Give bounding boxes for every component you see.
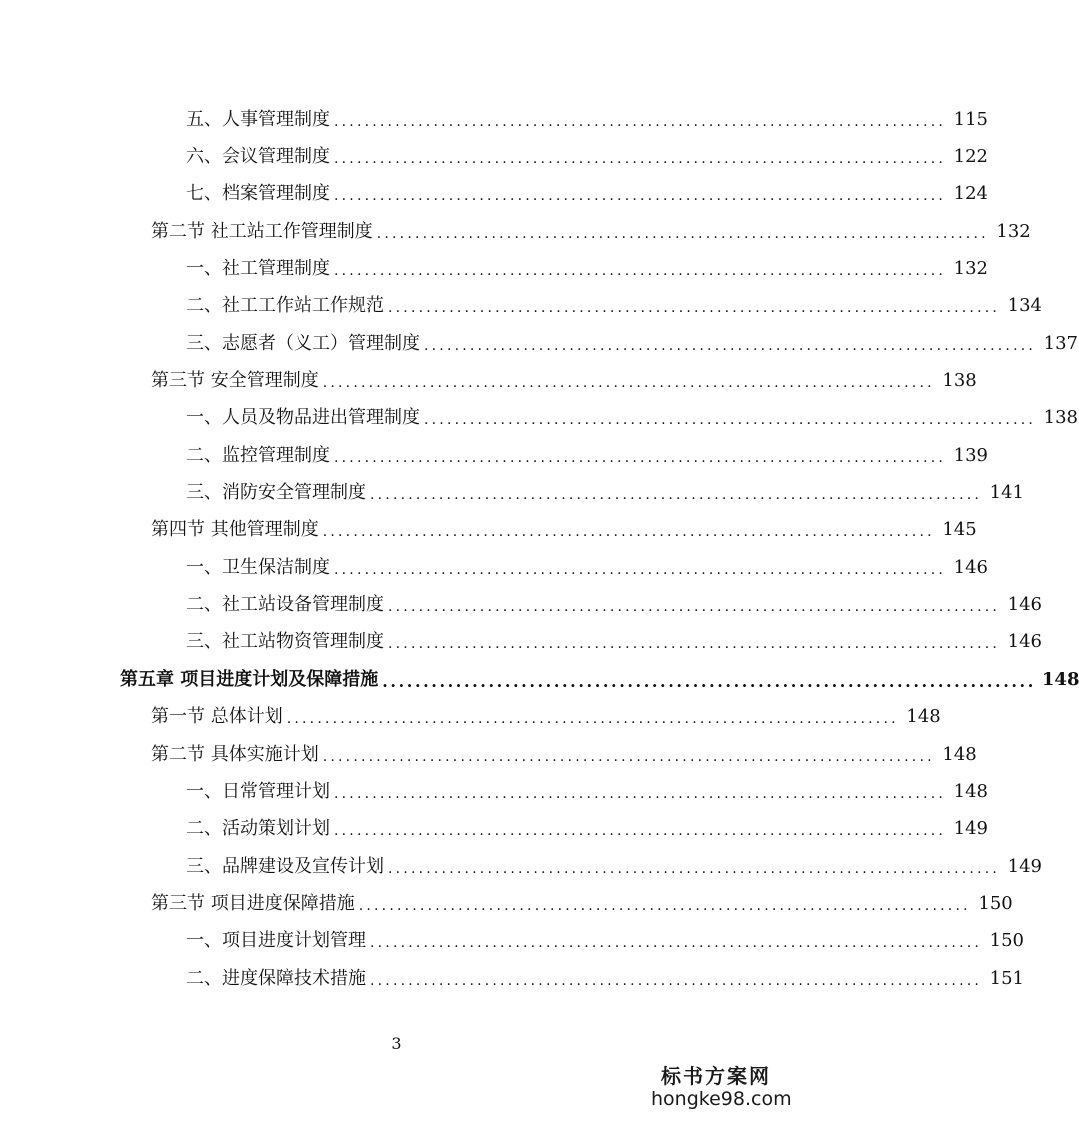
toc-dot-leader: ................................................................................ (376, 225, 989, 242)
toc-entry-page: 148 (1041, 668, 1079, 690)
toc-entry-title: 二、社工站设备管理制度 (186, 594, 384, 616)
toc-entry-title: 六、会议管理制度 (186, 146, 330, 168)
toc-dot-leader: ................................................................................ (286, 711, 899, 728)
toc-dot-leader: ................................................................................ (388, 599, 1001, 616)
toc-dot-leader: ................................................................................ (334, 188, 947, 205)
toc-entry-page: 148 (953, 780, 989, 802)
page-number: 3 (391, 1034, 402, 1053)
toc-entry[interactable] (0, 325, 1079, 362)
toc-entry-page: 146 (1007, 594, 1043, 616)
toc-entry-page: 138 (1043, 407, 1079, 429)
toc-entry[interactable] (0, 960, 1025, 997)
toc-entry[interactable] (0, 773, 989, 810)
toc-entry-page: 139 (953, 444, 989, 466)
toc-dot-leader: ................................................................................ (334, 113, 947, 130)
toc-entry-title: 二、活动策划计划 (186, 818, 330, 840)
toc-entry-title: 第一节 总体计划 (151, 706, 283, 728)
toc-entry[interactable] (0, 213, 1031, 250)
toc-entry-title: 第三节 安全管理制度 (151, 370, 319, 392)
toc-entry-title: 第二节 社工站工作管理制度 (151, 220, 373, 242)
watermark-site-name: 标书方案网 (661, 1064, 771, 1088)
toc-entry[interactable] (0, 474, 1025, 511)
toc-dot-leader: ................................................................................ (424, 412, 1037, 429)
toc-entry-page: 146 (1007, 631, 1043, 653)
toc-entry[interactable] (0, 549, 989, 586)
toc-entry-page: 141 (989, 482, 1025, 504)
toc-dot-leader: ................................................................................ (382, 671, 1036, 691)
toc-dot-leader: ................................................................................ (334, 561, 947, 578)
toc-dot-leader: ................................................................................ (334, 785, 947, 802)
toc-dot-leader: ................................................................................ (334, 449, 947, 466)
toc-entry-page: 124 (953, 183, 989, 205)
toc-entry-title: 第四节 其他管理制度 (151, 519, 319, 541)
toc-entry[interactable] (0, 400, 1079, 437)
toc-dot-leader: ................................................................................ (334, 151, 947, 168)
toc-entry-title: 五、人事管理制度 (186, 108, 330, 130)
table-of-contents (0, 101, 1079, 997)
toc-entry-title: 三、消防安全管理制度 (186, 482, 366, 504)
toc-dot-leader: ................................................................................ (370, 935, 983, 952)
toc-entry[interactable] (0, 176, 989, 213)
toc-entry-title: 三、品牌建设及宣传计划 (186, 855, 384, 877)
toc-entry-page: 150 (978, 892, 1013, 914)
toc-entry[interactable] (0, 512, 977, 549)
toc-entry-title: 二、监控管理制度 (186, 444, 330, 466)
toc-entry-page: 148 (906, 706, 941, 728)
toc-dot-leader: ................................................................................ (322, 748, 935, 765)
toc-entry-title: 一、项目进度计划管理 (186, 930, 366, 952)
toc-entry[interactable] (0, 923, 1025, 960)
toc-entry[interactable] (0, 736, 977, 773)
toc-entry-page: 132 (996, 220, 1031, 242)
toc-dot-leader: ................................................................................ (334, 263, 947, 280)
toc-entry-title: 一、卫生保洁制度 (186, 556, 330, 578)
toc-entry-page: 149 (953, 818, 989, 840)
toc-entry-page: 115 (953, 108, 989, 130)
toc-entry-title: 一、人员及物品进出管理制度 (186, 407, 420, 429)
toc-dot-leader: ................................................................................ (370, 487, 983, 504)
toc-entry[interactable] (0, 138, 989, 175)
toc-dot-leader: ................................................................................ (424, 337, 1037, 354)
toc-entry-page: 145 (942, 519, 977, 541)
toc-entry-page: 122 (953, 146, 989, 168)
toc-entry[interactable] (0, 661, 1079, 698)
toc-entry[interactable] (0, 437, 989, 474)
toc-entry-page: 146 (953, 556, 989, 578)
toc-entry[interactable] (0, 586, 1043, 623)
toc-entry[interactable] (0, 811, 989, 848)
toc-entry[interactable] (0, 624, 1043, 661)
toc-entry-page: 132 (953, 258, 989, 280)
toc-entry-page: 151 (989, 967, 1025, 989)
watermark-url: hongke98.com (651, 1088, 792, 1110)
toc-entry-title: 一、社工管理制度 (186, 258, 330, 280)
toc-entry-page: 134 (1007, 295, 1043, 317)
toc-entry-page: 148 (942, 743, 977, 765)
toc-dot-leader: ................................................................................ (388, 636, 1001, 653)
toc-entry[interactable] (0, 848, 1043, 885)
toc-entry-page: 150 (989, 930, 1025, 952)
toc-dot-leader: ................................................................................ (334, 823, 947, 840)
toc-entry-title: 第二节 具体实施计划 (151, 743, 319, 765)
toc-dot-leader: ................................................................................ (322, 524, 935, 541)
watermark-logo (651, 1064, 792, 1110)
toc-entry[interactable] (0, 101, 989, 138)
toc-dot-leader: ................................................................................ (322, 375, 935, 392)
toc-entry-page: 149 (1007, 855, 1043, 877)
toc-entry[interactable] (0, 885, 1013, 922)
toc-entry-title: 二、进度保障技术措施 (186, 967, 366, 989)
toc-dot-leader: ................................................................................ (358, 897, 971, 914)
toc-entry-title: 三、志愿者（义工）管理制度 (186, 332, 420, 354)
toc-entry[interactable] (0, 362, 977, 399)
toc-entry-title: 一、日常管理计划 (186, 780, 330, 802)
toc-dot-leader: ................................................................................ (370, 972, 983, 989)
toc-entry-title: 三、社工站物资管理制度 (186, 631, 384, 653)
toc-entry-page: 138 (942, 370, 977, 392)
toc-entry[interactable] (0, 288, 1043, 325)
toc-dot-leader: ................................................................................ (388, 860, 1001, 877)
toc-entry[interactable] (0, 250, 989, 287)
toc-entry-page: 137 (1043, 332, 1079, 354)
toc-entry-title: 七、档案管理制度 (186, 183, 330, 205)
toc-entry-title: 第三节 项目进度保障措施 (151, 892, 355, 914)
toc-entry-title: 二、社工工作站工作规范 (186, 295, 384, 317)
toc-dot-leader: ................................................................................ (388, 300, 1001, 317)
toc-entry-title: 第五章 项目进度计划及保障措施 (120, 668, 379, 690)
toc-entry[interactable] (0, 699, 941, 736)
